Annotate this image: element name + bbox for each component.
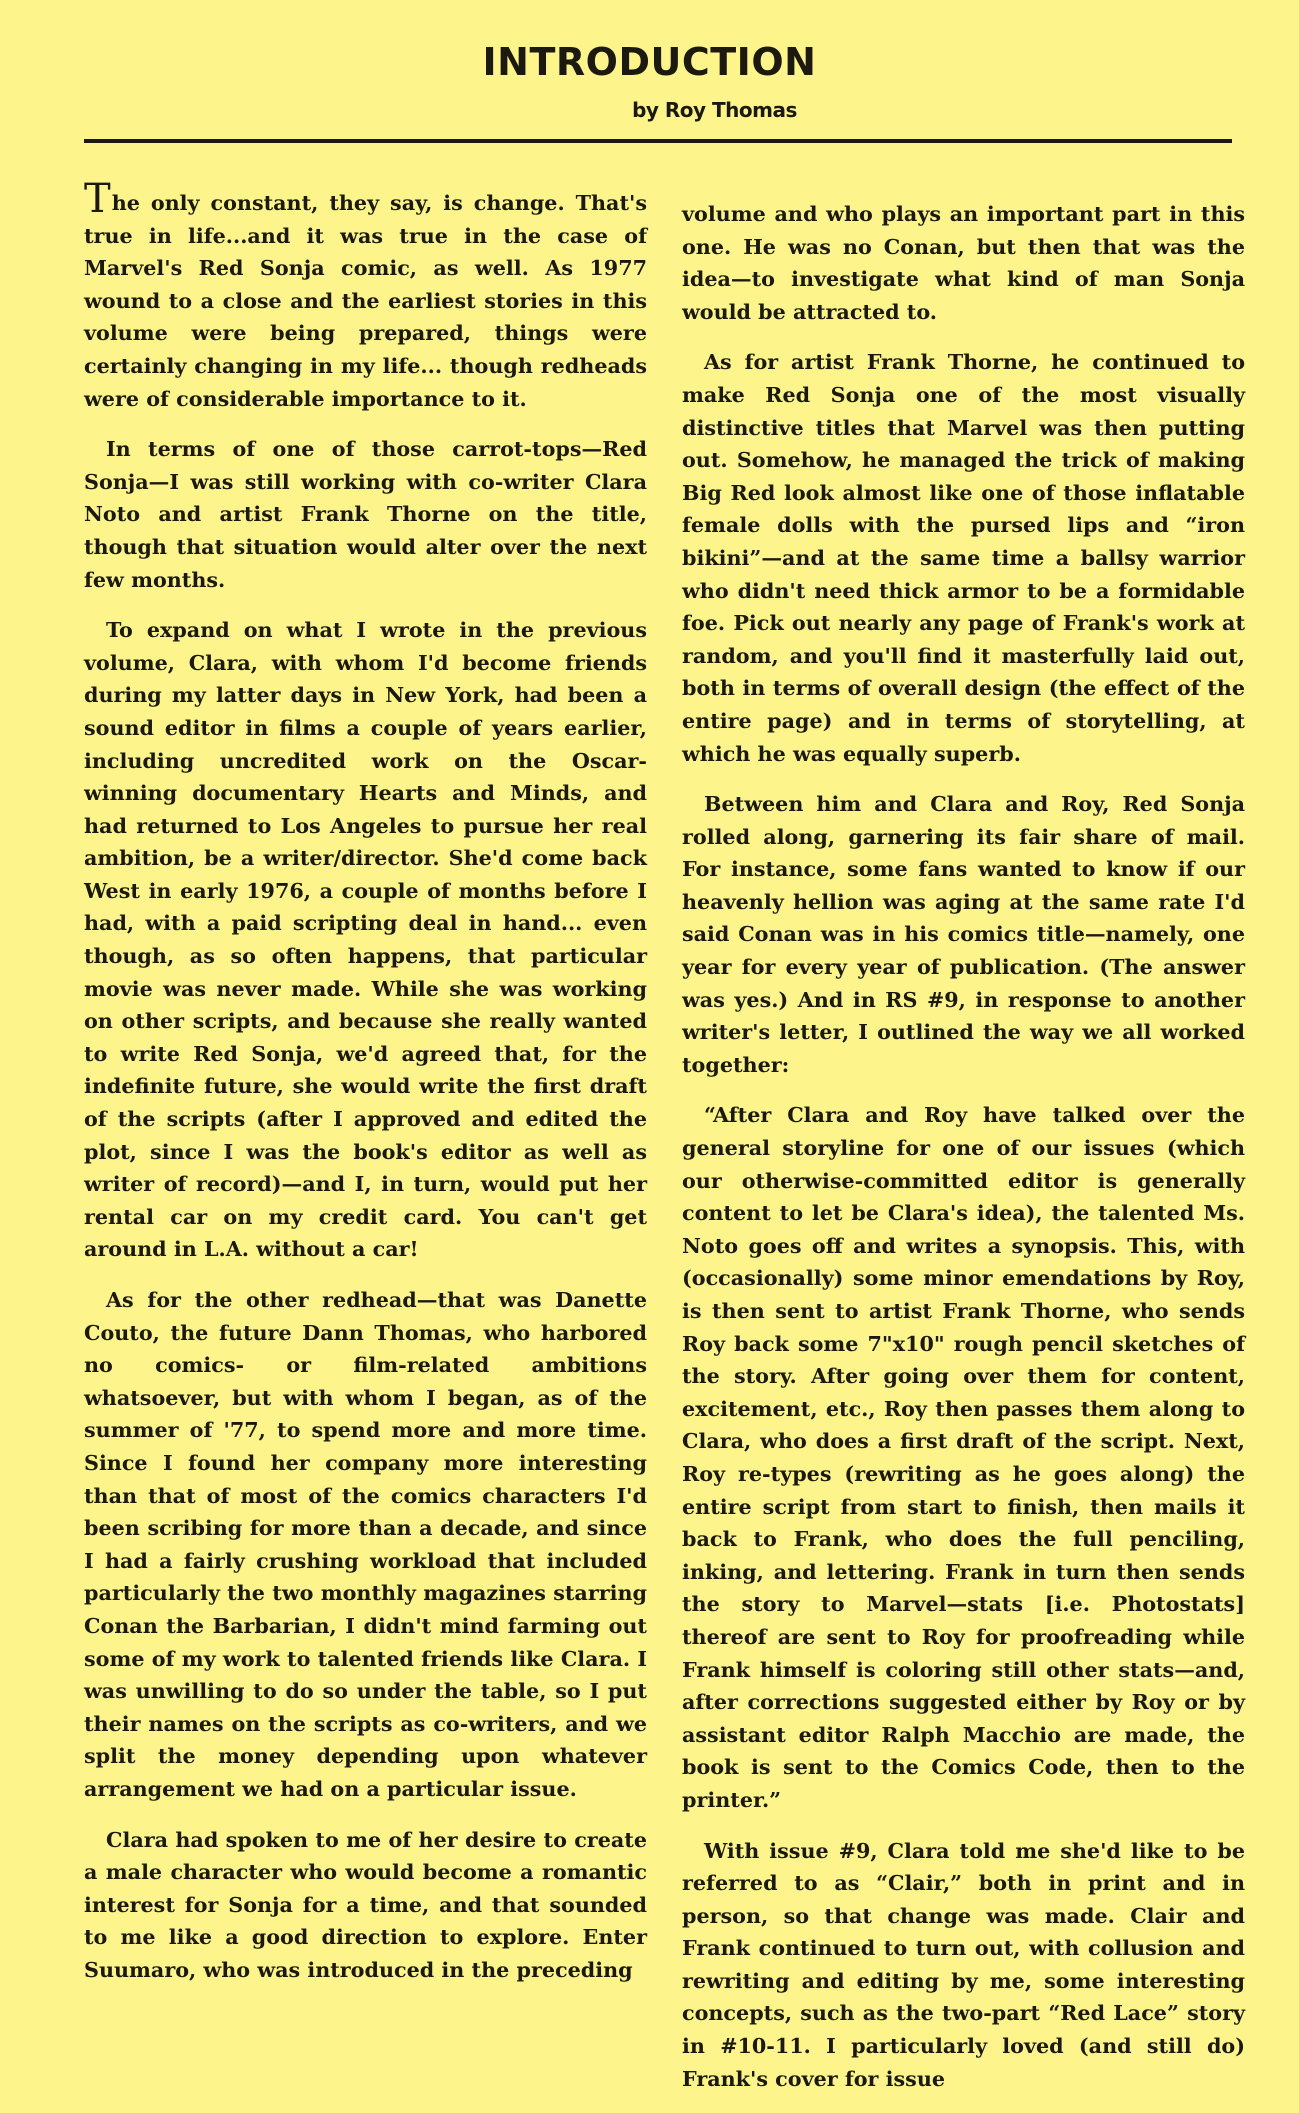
- paragraph: volume and who plays an important part in this one. He was no Conan, but then that was the idea—to investigate what kind of man Sonja would be attracted to.: [682, 202, 1245, 324]
- paragraph: In terms of one of those carrot-tops—Red Sonja—I was still working with co-writer Clara Noto and artist Frank Thorne on the title, though that situation would alter over the next few months.: [84, 437, 647, 592]
- paragraph: With issue #9, Clara told me she'd like to be referred to as “Clair,” both in print and in person, so that change was made. Clair and Frank continued to turn out, with collusion and rewriting and editing by me, some interesting concepts, such as the two-part “Red Lace” story in #10-11. I particularly loved (and still do) Frank's cover for issue: [682, 1838, 1245, 2091]
- paragraph: To expand on what I wrote in the previous volume, Clara, with whom I'd become friends during my latter days in New York, had been a sound editor in films a couple of years earlier, including uncredited work on the Oscar-winning documentary Hearts and Minds, and had returned to Los Angeles to pursue her real ambition, be a writer/director. She'd come back West in early 1976, a couple of months before I had, with a paid scripting deal in hand... even though, as so often happens, that particular movie was never made. While she was working on other scripts, and because she really wanted to write Red Sonja, we'd agreed that, for the indefinite future, she would write the first draft of the scripts (after I approved and edited the plot, since I was the book's editor as well as writer of record)—and I, in turn, would put her rental car on my credit card. You can't get around in L.A. without a car!: [84, 618, 647, 1262]
- page-title: INTRODUCTION: [482, 40, 817, 84]
- author-byline: by Roy Thomas: [632, 98, 797, 122]
- paragraph: “After Clara and Roy have talked over the general storyline for one of our issues (which our otherwise-committed editor is generally content to let be Clara's idea), the talented Ms. Noto goes off and writes a synopsis. This, with (occasionally) some minor emendations by Roy, is then sent to artist Frank Thorne, who sends Roy back some 7"x10" rough pencil sketches of the story. After going over them for content, excitement, etc., Roy then passes them along to Clara, who does a first draft of the script. Next, Roy re-types (rewriting as he goes along) the entire script from start to finish, then mails it back to Frank, who does the full penciling, inking, and lettering. Frank in turn then sends the story to Marvel—stats [i.e. Photostats] thereof are sent to Roy for proofreading while Frank himself is coloring still other stats—and, after corrections suggested either by Roy or by assistant editor Ralph Macchio are made, the book is sent to the Comics Code, then to the printer.”: [682, 1103, 1245, 1812]
- paragraph: Clara had spoken to me of her desire to create a male character who would become a romantic interest for Sonja for a time, and that sounded to me like a good direction to explore. Enter Suumaro, who was introduced in the preceding: [84, 1827, 647, 1982]
- paragraph-text: he only constant, they say, is change. That's true in life...and it was true in the case of Marvel's Red Sonja comic, as well. As 1977 wound to a close and the earliest stories in this volume were being prepared, things were certainly changing in my life... though redheads were of considerable importance to it.: [84, 191, 647, 411]
- paragraph: [84, 176, 647, 415]
- page-header: [0, 38, 1299, 124]
- paragraph: Between him and Clara and Roy, Red Sonja rolled along, garnering its fair share of mail. For instance, some fans wanted to know if our heavenly hellion was aging at the same rate I'd said Conan was in his comics title—namely, one year for every year of publication. (The answer was yes.) And in RS #9, in response to another writer's letter, I outlined the way we all worked together:: [682, 792, 1245, 1077]
- right-column: [682, 198, 1245, 2113]
- drop-cap: T: [84, 176, 111, 222]
- paragraph: As for artist Frank Thorne, he continued to make Red Sonja one of the most visually distinctive titles that Marvel was then putting out. Somehow, he managed the trick of making Big Red look almost like one of those inflatable female dolls with the pursed lips and “iron bikini”—and at the same time a ballsy warrior who didn't need thick armor to be a formidable foe. Pick out nearly any page of Frank's work at random, and you'll find it masterfully laid out, both in terms of overall design (the effect of the entire page) and in terms of storytelling, at which he was equally superb.: [682, 350, 1245, 766]
- left-column: [84, 176, 647, 2004]
- header-divider: [84, 139, 1232, 143]
- paragraph: As for the other redhead—that was Danette Couto, the future Dann Thomas, who harbored no comics- or film-related ambitions whatsoever, but with whom I began, as of the summer of '77, to spend more and more time. Since I found her company more interesting than that of most of the comics characters I'd been scribing for more than a decade, and since I had a fairly crushing workload that included particularly the two monthly magazines starring Conan the Barbarian, I didn't mind farming out some of my work to talented friends like Clara. I was unwilling to do so under the table, so I put their names on the scripts as co-writers, and we split the money depending upon whatever arrangement we had on a particular issue.: [84, 1288, 647, 1801]
